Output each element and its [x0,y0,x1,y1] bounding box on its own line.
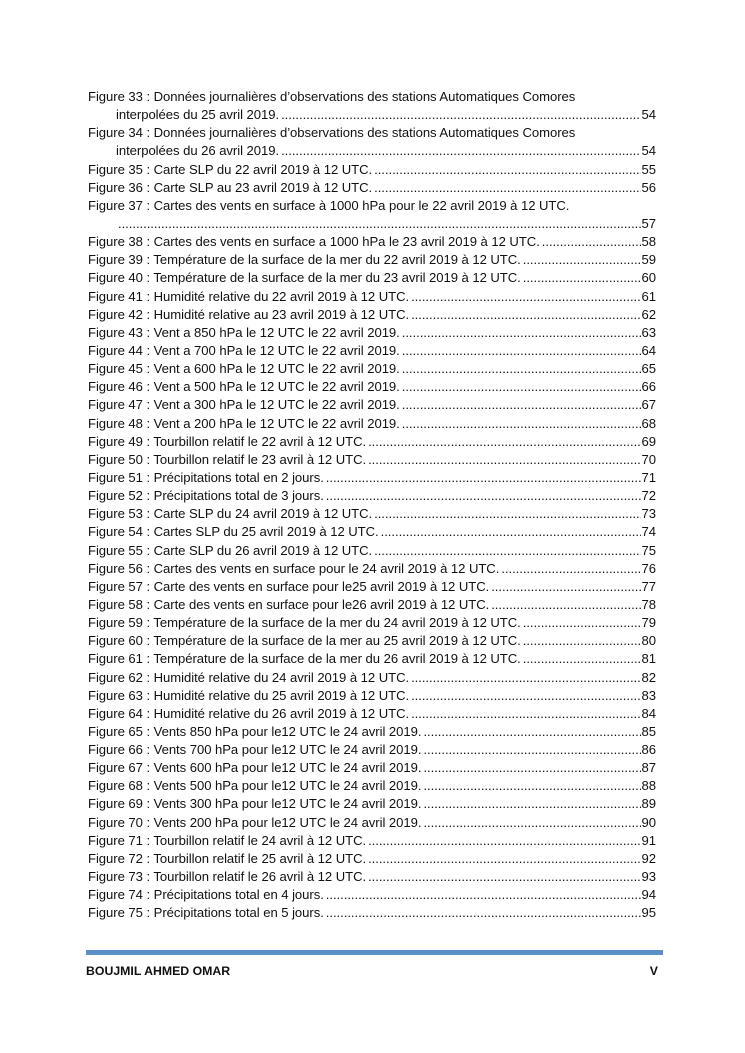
toc-dot-leader [409,306,640,324]
toc-entry[interactable] [88,124,656,160]
toc-entry-title: Figure 45 : Vent a 600 hPa le 12 UTC le 22 avril 2019. [88,361,400,377]
toc-entry-line [88,542,656,560]
toc-entry[interactable] [88,560,656,578]
toc-entry-title: Figure 73 : Tourbillon relatif le 26 avril à 12 UTC. [88,869,367,885]
toc-entry[interactable] [88,904,656,922]
toc-entry-line [88,360,656,378]
toc-entry[interactable] [88,669,656,687]
toc-dot-leader [366,868,640,886]
toc-page-number: 86 [641,742,656,758]
toc-entry-title: Figure 44 : Vent a 700 hPa le 12 UTC le 22 avril 2019. [88,342,400,358]
toc-dot-leader [116,215,641,233]
toc-page-number: 54 [641,107,656,123]
toc-entry-line [88,306,656,324]
toc-entry[interactable] [88,269,656,287]
toc-dot-leader [372,542,640,560]
toc-entry-line [88,161,656,179]
toc-entry-title: Figure 42 : Humidité relative au 23 avril 2019 à 12 UTC. [88,306,410,322]
toc-page-number: 90 [641,814,656,830]
footer-author: BOUJMIL AHMED OMAR [86,964,231,978]
toc-dot-leader [421,795,640,813]
toc-entry[interactable] [88,179,656,197]
toc-dot-leader [279,106,640,124]
toc-entry-line [88,904,656,922]
toc-page-number: 75 [641,542,656,558]
toc-entry-title: Figure 72 : Tourbillon relatif le 25 avril à 12 UTC. [88,850,367,866]
list-of-figures [88,88,656,922]
toc-entry-title: Figure 49 : Tourbillon relatif le 22 avril à 12 UTC. [88,433,367,449]
toc-page-number: 88 [641,778,656,794]
toc-page-number: 78 [641,596,656,612]
toc-page-number: 84 [641,705,656,721]
toc-page-number: 65 [641,361,656,377]
toc-entry-title: Figure 74 : Précipitations total en 4 jours. [88,887,324,903]
toc-entry[interactable] [88,596,656,614]
toc-entry-title: Figure 63 : Humidité relative du 25 avril 2019 à 12 UTC. [88,687,410,703]
toc-entry[interactable] [88,886,656,904]
toc-entry-line [88,705,656,723]
toc-entry-title: Figure 47 : Vent a 300 hPa le 12 UTC le 22 avril 2019. [88,397,400,413]
toc-entry[interactable] [88,451,656,469]
toc-page-number: 81 [641,651,656,667]
toc-page-number: 59 [641,252,656,268]
toc-page-number: 72 [641,488,656,504]
toc-page-number: 62 [641,306,656,322]
toc-dot-leader [400,342,641,360]
toc-entry-line [88,795,656,813]
toc-entry[interactable] [88,687,656,705]
toc-entry-line [88,142,656,160]
toc-entry-title: Figure 35 : Carte SLP du 22 avril 2019 à 12 UTC. [88,161,373,177]
toc-entry[interactable] [88,233,656,251]
toc-entry-title: Figure 54 : Cartes SLP du 25 avril 2019 à 12 UTC. [88,524,379,540]
toc-entry[interactable] [88,88,656,124]
toc-entry[interactable] [88,723,656,741]
toc-page-number: 54 [641,143,656,159]
toc-page-number: 70 [641,451,656,467]
toc-page-number: 64 [641,342,656,358]
toc-entry-title: Figure 69 : Vents 300 hPa pour le12 UTC le 24 avril 2019. [88,796,422,812]
toc-page-number: 89 [641,796,656,812]
toc-dot-leader [366,451,640,469]
toc-entry[interactable] [88,433,656,451]
toc-page-number: 80 [641,633,656,649]
toc-entry-line [88,523,656,541]
toc-entry-line [88,269,656,287]
toc-dot-leader [409,687,640,705]
toc-page-number: 79 [641,615,656,631]
toc-page-number: 76 [641,560,656,576]
toc-dot-leader [421,723,640,741]
toc-entry[interactable] [88,161,656,179]
toc-entry-line [88,451,656,469]
toc-entry[interactable] [88,650,656,668]
toc-entry-title: Figure 68 : Vents 500 hPa pour le12 UTC le 24 avril 2019. [88,778,422,794]
toc-dot-leader [499,560,640,578]
page-footer [86,964,658,978]
toc-entry-title: Figure 75 : Précipitations total en 5 jours. [88,905,324,921]
toc-entry-title: Figure 65 : Vents 850 hPa pour le12 UTC le 24 avril 2019. [88,723,422,739]
toc-entry-line [88,233,656,251]
footer-page-number: V [649,964,658,978]
toc-entry-line [88,342,656,360]
toc-entry-title: Figure 60 : Température de la surface de la mer au 25 avril 2019 à 12 UTC. [88,633,521,649]
toc-entry-title: Figure 61 : Température de la surface de la mer du 26 avril 2019 à 12 UTC. [88,651,521,667]
toc-entry-line [88,578,656,596]
toc-page-number: 95 [641,905,656,921]
toc-entry-line [88,197,656,215]
toc-dot-leader [409,705,640,723]
toc-dot-leader [521,251,641,269]
toc-dot-leader [400,378,641,396]
toc-entry[interactable] [88,777,656,795]
toc-entry[interactable] [88,741,656,759]
toc-page-number: 68 [641,415,656,431]
toc-entry-line [88,596,656,614]
toc-entry[interactable] [88,832,656,850]
toc-entry[interactable] [88,578,656,596]
toc-dot-leader [366,832,640,850]
toc-entry-line [88,560,656,578]
toc-page-number: 73 [641,506,656,522]
toc-entry-line [88,251,656,269]
toc-dot-leader [409,288,640,306]
toc-dot-leader [400,396,641,414]
toc-entry-title: interpolées du 26 avril 2019. [116,143,280,159]
toc-entry-title: Figure 52 : Précipitations total de 3 jours. [88,488,324,504]
toc-dot-leader [400,360,641,378]
toc-entry-title: Figure 55 : Carte SLP du 26 avril 2019 à 12 UTC. [88,542,373,558]
toc-entry[interactable] [88,487,656,505]
toc-page-number: 74 [641,524,656,540]
toc-page-number: 82 [641,669,656,685]
toc-entry[interactable] [88,306,656,324]
toc-entry-title: Figure 34 : Données journalières d’observations des stations Automatiques Comores [88,125,576,141]
toc-page-number: 66 [641,379,656,395]
toc-entry-line [88,378,656,396]
toc-entry-line [88,124,656,142]
toc-entry[interactable] [88,759,656,777]
toc-page-number: 69 [641,433,656,449]
toc-entry-title: Figure 39 : Température de la surface de la mer du 22 avril 2019 à 12 UTC. [88,252,521,268]
footer-rule [86,950,663,955]
toc-entry-line [88,886,656,904]
toc-entry-title: Figure 46 : Vent a 500 hPa le 12 UTC le 22 avril 2019. [88,379,400,395]
toc-entry-line [88,487,656,505]
toc-entry-title: Figure 70 : Vents 200 hPa pour le12 UTC le 24 avril 2019. [88,814,422,830]
toc-entry-title: Figure 66 : Vents 700 hPa pour le12 UTC le 24 avril 2019. [88,742,422,758]
toc-page-number: 55 [641,161,656,177]
toc-dot-leader [421,777,640,795]
toc-entry-line [88,469,656,487]
toc-dot-leader [489,596,640,614]
toc-entry-title: Figure 37 : Cartes des vents en surface à 1000 hPa pour le 22 avril 2019 à 12 UTC. [88,197,570,213]
toc-page-number: 61 [641,288,656,304]
toc-dot-leader [372,505,640,523]
toc-entry-title: Figure 67 : Vents 600 hPa pour le12 UTC le 24 avril 2019. [88,760,422,776]
toc-entry[interactable] [88,288,656,306]
toc-entry-line [88,832,656,850]
toc-entry-line [88,215,656,233]
toc-entry-title: Figure 62 : Humidité relative du 24 avril 2019 à 12 UTC. [88,669,410,685]
toc-dot-leader [324,469,641,487]
toc-entry-line [88,415,656,433]
toc-entry-line [88,614,656,632]
toc-entry-line [88,759,656,777]
toc-entry-title: Figure 51 : Précipitations total en 2 jours. [88,469,324,485]
toc-entry-title: Figure 58 : Carte des vents en surface pour le26 avril 2019 à 12 UTC. [88,596,490,612]
toc-page-number: 93 [641,869,656,885]
toc-dot-leader [521,650,641,668]
toc-dot-leader [421,814,640,832]
toc-dot-leader [372,179,640,197]
toc-entry[interactable] [88,197,656,233]
toc-entry[interactable] [88,523,656,541]
toc-entry-title: Figure 56 : Cartes des vents en surface pour le 24 avril 2019 à 12 UTC. [88,560,500,576]
toc-entry-title: Figure 36 : Carte SLP au 23 avril 2019 à 12 UTC. [88,179,373,195]
toc-entry-title: Figure 41 : Humidité relative du 22 avril 2019 à 12 UTC. [88,288,410,304]
toc-entry-line [88,777,656,795]
toc-entry[interactable] [88,396,656,414]
toc-entry-line [88,433,656,451]
toc-page-number: 63 [641,324,656,340]
toc-entry-line [88,741,656,759]
toc-page-number: 56 [641,179,656,195]
toc-entry-line [88,650,656,668]
toc-page-number: 83 [641,687,656,703]
toc-page-number: 60 [641,270,656,286]
toc-entry-line [88,288,656,306]
toc-entry-title: Figure 33 : Données journalières d’observations des stations Automatiques Comores [88,89,576,104]
toc-dot-leader [521,614,641,632]
toc-entry-line [88,632,656,650]
toc-entry[interactable] [88,850,656,868]
toc-dot-leader [521,269,641,287]
toc-entry-title: Figure 64 : Humidité relative du 26 avril 2019 à 12 UTC. [88,705,410,721]
toc-dot-leader [324,904,641,922]
toc-entry[interactable] [88,342,656,360]
toc-page-number: 87 [641,760,656,776]
toc-dot-leader [540,233,641,251]
toc-entry-line [88,106,656,124]
toc-entry-line [88,687,656,705]
toc-entry[interactable] [88,542,656,560]
toc-entry-title: Figure 48 : Vent a 200 hPa le 12 UTC le 22 avril 2019. [88,415,400,431]
toc-entry[interactable] [88,378,656,396]
toc-dot-leader [400,415,641,433]
toc-entry[interactable] [88,415,656,433]
toc-entry[interactable] [88,360,656,378]
toc-entry[interactable] [88,505,656,523]
toc-dot-leader [400,324,641,342]
toc-dot-leader [409,669,640,687]
toc-entry-title: Figure 57 : Carte des vents en surface pour le25 avril 2019 à 12 UTC. [88,578,490,594]
toc-dot-leader [366,433,640,451]
toc-entry[interactable] [88,469,656,487]
toc-entry[interactable] [88,814,656,832]
toc-dot-leader [521,632,641,650]
toc-entry-line [88,396,656,414]
toc-page-number: 67 [641,397,656,413]
toc-dot-leader [324,886,641,904]
toc-entry[interactable] [88,324,656,342]
toc-page-number: 85 [641,723,656,739]
toc-page-number: 77 [641,578,656,594]
toc-dot-leader [366,850,640,868]
toc-dot-leader [324,487,641,505]
toc-entry-title: Figure 53 : Carte SLP du 24 avril 2019 à 12 UTC. [88,506,373,522]
toc-entry-line [88,723,656,741]
toc-dot-leader [379,523,641,541]
toc-dot-leader [372,161,640,179]
toc-entry-title: Figure 59 : Température de la surface de la mer du 24 avril 2019 à 12 UTC. [88,615,521,631]
toc-entry-title: Figure 50 : Tourbillon relatif le 23 avril à 12 UTC. [88,451,367,467]
toc-entry-line [88,505,656,523]
toc-entry-title: Figure 38 : Cartes des vents en surface a 1000 hPa le 23 avril 2019 à 12 UTC. [88,234,540,250]
toc-page-number: 58 [641,234,656,250]
toc-entry-line [88,179,656,197]
toc-entry[interactable] [88,795,656,813]
toc-entry-line [88,868,656,886]
toc-entry[interactable] [88,614,656,632]
toc-entry[interactable] [88,251,656,269]
toc-page-number: 94 [641,887,656,903]
toc-entry[interactable] [88,632,656,650]
toc-entry-title: Figure 71 : Tourbillon relatif le 24 avril à 12 UTC. [88,832,367,848]
toc-dot-leader [489,578,640,596]
toc-dot-leader [421,741,640,759]
toc-dot-leader [421,759,640,777]
toc-entry-line [88,669,656,687]
toc-page-number: 92 [641,850,656,866]
toc-entry-title: Figure 43 : Vent a 850 hPa le 12 UTC le 22 avril 2019. [88,324,400,340]
toc-entry-line [88,88,656,106]
toc-entry-line [88,324,656,342]
toc-page-number: 71 [641,469,656,485]
toc-entry[interactable] [88,868,656,886]
toc-entry-line [88,814,656,832]
toc-entry-line [88,850,656,868]
toc-entry-title: interpolées du 25 avril 2019. [116,107,280,123]
toc-page-number: 91 [641,832,656,848]
toc-entry[interactable] [88,705,656,723]
toc-dot-leader [279,142,640,160]
toc-page-number: 57 [641,215,656,231]
toc-entry-title: Figure 40 : Température de la surface de la mer du 23 avril 2019 à 12 UTC. [88,270,521,286]
